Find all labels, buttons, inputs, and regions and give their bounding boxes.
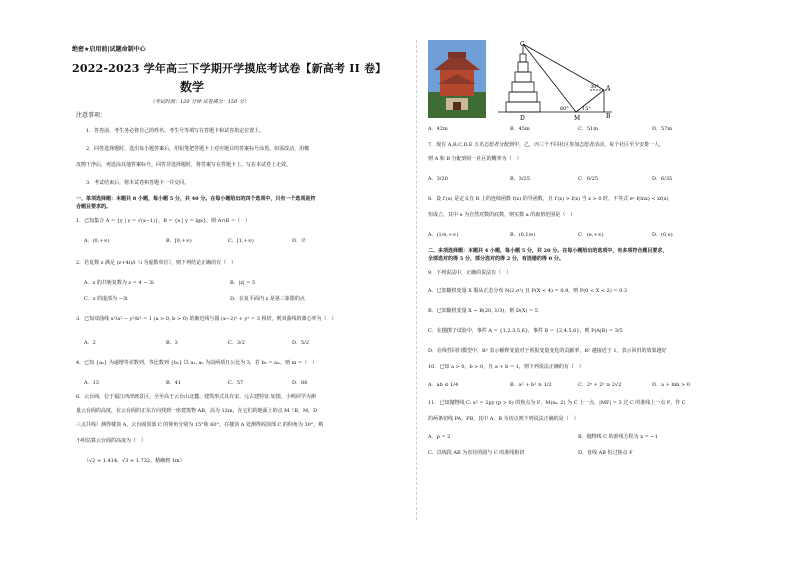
point-d-label: D: [520, 115, 525, 122]
option-a: A．13: [84, 380, 99, 386]
option-d: D．6/35: [652, 176, 673, 182]
option-c: C．2ᵃ + 2ᵇ ≥ 2√2: [578, 382, 622, 388]
option-c: C．[1,+∞): [228, 238, 254, 244]
option-d: D．直线 AB 恒过焦点 F: [578, 450, 633, 456]
option-c: C．57: [228, 380, 244, 386]
option-d: D．∅: [292, 238, 307, 244]
question-stem: 8．设 f′(x) 是定义在 R 上的连续函数 f(x) 的导函数，且 f′(x) > f(x) 当 x > 0 时，不等式 eˣ f(lnx) < xf(x): [428, 196, 669, 202]
question-stem-cont: 恒成立，其中 e 为自然对数的底数，则实数 a 的取值范围是（ ）: [428, 212, 576, 218]
question-stem: 9．下列说法中，正确的说法有（ ）: [428, 270, 512, 276]
angle-60-label: 60°: [560, 106, 569, 112]
exam-title: 2022-2023 学年高三下学期开学摸底考试卷【新高考 II 卷】: [72, 62, 387, 75]
option-c: C．z 的虚部为 −3i: [84, 296, 128, 302]
option-b: B．(0,1/e): [510, 232, 536, 238]
angle-15-label: 15°: [582, 106, 591, 112]
option-c: C．6/25: [578, 176, 599, 182]
section-heading: 一、单项选择题：本题共 8 小题，每小题 5 分，共 40 分。在每小题给出的四个选项中，只有一个选项是符: [76, 196, 316, 202]
section-heading: 二、多项选择题：本题共 4 小题，每小题 5 分，共 20 分。在每小题给出的选项中，有多项符合题目要求，: [428, 248, 668, 254]
question-stem: 6．云台阁，位于福江西津渡景区，全至高于云台山北麓，建筑形式具有宋、元古建特征.如图，小明同学为测: [76, 394, 316, 400]
subject-title: 数学: [180, 80, 205, 94]
note-item: 1．答卷前，考生务必将自己的姓名、考生号等填写在答题卡和试卷指定位置上。: [86, 128, 265, 134]
option-c: C．(e,+∞): [578, 232, 604, 238]
option-b: B．3: [166, 340, 178, 346]
option-c: C．以线段 AB 为直径的圆与 C 的准线相切: [428, 450, 525, 456]
pavilion-photo: [428, 40, 486, 118]
question-stem-cont: 三点共线）测得楼顶 A，云台阁顶部 C 的仰角分别为 15°和 60°，在楼顶 A 处测得阁顶部 C 的仰角为 30°，则: [76, 422, 324, 428]
option-d: D．在复平面内 z 是第三象限的点: [230, 296, 305, 302]
option-d: D．a + lnb > 0: [652, 382, 690, 388]
section-heading-cont: 全部选对的得 5 分，部分选对的得 2 分，有选错的得 0 分。: [428, 256, 564, 262]
approximation-hint: （√2 ≈ 1.414，√3 ≈ 1.732，精确到 1m）: [84, 458, 185, 464]
option-a: A．(1/e,+∞): [428, 232, 459, 238]
question-stem-cont: 小明估算云台阁的高度为（ ）: [76, 438, 147, 444]
column-divider: [416, 40, 418, 520]
question-stem: 2．若复数 z 满足 (z+4i)/i（i 为虚数单位），则下列结论正确的有（ ）: [76, 260, 237, 266]
option-d: D．5/2: [292, 340, 310, 346]
question-stem-cont: 量云台阁的高度，在云台阁的正东方向找到一座建筑物 AB，高为 12m，在它们的地面上的点 M（B，M，D: [76, 408, 318, 414]
option-b: B．[0,+∞): [166, 238, 192, 244]
option-b: B．|z| = 5: [230, 280, 256, 286]
option-c: C．51m: [578, 126, 598, 132]
option-b: B．3/25: [510, 176, 530, 182]
option-a: A．3/20: [428, 176, 448, 182]
note-item: 皮擦干净后，再选涂其他答案标号。回答非选择题时，将答案写在答题卡上。写在本试卷上无效。: [76, 162, 292, 168]
question-stem-cont: 则 A 和 B 分配到同一社区的概率为（ ）: [428, 156, 522, 162]
question-stem: 10．已知 a > 0，b > 0，且 a + b = 1，则下列说法正确的有（ ）: [428, 364, 584, 370]
question-stem: 4．已知 {aₙ} 为递增等差数列，等比数列 {bₙ} 以 a₁, a₅ 为前两项且公比为 3，若 b₆ = aₘ，则 m =（ ）: [76, 360, 318, 366]
option-b: B．41: [166, 380, 182, 386]
option-b: B．45m: [510, 126, 530, 132]
option-b: B．a² + b² ≥ 1/2: [510, 382, 552, 388]
exam-info: （考试时间：120 分钟 试卷满分：150 分）: [150, 99, 249, 105]
note-item: 3．考试结束后，将本试卷和答题卡一并交回。: [86, 180, 190, 186]
option-a: A．2: [84, 340, 96, 346]
option-d: D．(0,e): [652, 232, 673, 238]
option-a: A．ab ≤ 1/4: [428, 382, 459, 388]
option-d: D．57m: [652, 126, 673, 132]
confidential-mark: 绝密★启用前|试题命制中心: [72, 46, 146, 53]
option-c: C．在抛掷子试验中，事件 A = {1,2,3,5,6}，事件 B = {2,4,5,6}，则 P(A|B) = 3/5: [428, 328, 623, 334]
question-stem: 3．已知双曲线 x²/a² − y²/b² = 1 (a > 0, b > 0) 的渐近线与圆 (x−2)² + y² = 3 相切，则双曲线的离心率为（ ）: [76, 316, 337, 322]
note-item: 2．回答选择题时，选出每小题答案后，用铅笔把答题卡上对应题目的答案标号涂黑。如需改动，用橡: [86, 146, 310, 152]
question-stem: 1．已知集合 A = {y | y = √(x−1)}，B = {x | y = lgx}，则 A∩B =（ ）: [76, 218, 251, 224]
point-m-label: M: [574, 115, 581, 122]
point-c-label: C: [520, 41, 525, 48]
option-c: C．3/2: [228, 340, 245, 346]
notes-heading: 注意事项：: [76, 112, 107, 119]
point-b-label: B: [606, 113, 611, 120]
option-a: A．42m: [428, 126, 448, 132]
question-stem: 7．现有 A,B,C,D,E 五名志愿者分配到甲，乙，丙三个不同社区参加志愿者活动，每个社区至少安排一人，: [428, 142, 665, 148]
tower-diagram: [494, 40, 624, 124]
question-stem: 11．已知抛物线 C: x² = 2py (p > 0) 的焦点为 F，M(x₀, 2) 为 C 上一点，|MF| = 3 过 C 的准线上一点 P，作 C: [428, 400, 686, 406]
option-a: A．z 的共轭复数为 z = 4 − 3i: [84, 280, 154, 286]
section-heading-cont: 合题目要求的。: [76, 204, 112, 210]
question-stem-cont: 的两条切线 PA，PB，其中 A，B 为切点则下列说法正确的是（ ）: [428, 416, 579, 422]
option-a: A．(0,+∞): [84, 238, 110, 244]
option-b: B．抛物线 C 的准线方程为 x = −1: [578, 434, 658, 440]
option-b: B．已知随机变量 X ~ B(20, 1/3)，则 D(X) = 5: [428, 308, 538, 314]
option-a: A．已知随机变量 X 服从正态分布 N(2,σ²) 且 P(X < 4) = 0.9，则 P(0 < X < 2) = 0.3: [428, 288, 628, 294]
angle-30-label: 30°: [590, 84, 599, 90]
option-a: A．p = 2: [428, 434, 451, 440]
option-d: D．在线性回归模型中，R² 表示解释变量对于预报变量变化的贡献率，R² 越接近于 1，表示回归的效果越好: [428, 348, 667, 354]
option-d: D．86: [292, 380, 308, 386]
point-a-label: A: [606, 85, 611, 92]
